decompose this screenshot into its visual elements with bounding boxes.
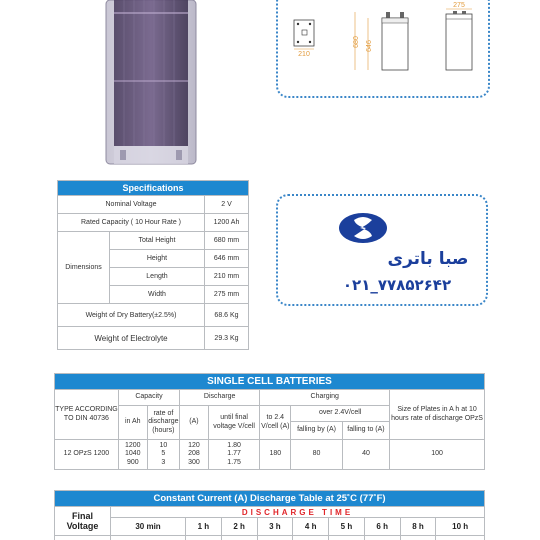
length-label: Length — [110, 268, 205, 286]
dry-weight-label: Weight of Dry Battery(±2.5%) — [58, 304, 205, 327]
falling-by-header: falling by (A) — [291, 422, 343, 440]
rate-value: 5 — [161, 450, 166, 458]
discharge-table — [54, 490, 485, 540]
dimension-drawing-box — [276, 0, 490, 98]
height-value: 646 mm — [205, 250, 249, 268]
brand-name-fa: صبا باتری — [387, 249, 469, 269]
over-2-4-header: over 2.4V/cell — [291, 406, 390, 422]
to-2-4-header: to 2.4 V/cell (A) — [260, 406, 291, 440]
rate-value: 10 — [159, 442, 168, 450]
case-height-label: 646 — [366, 40, 373, 52]
type-header: TYPE ACCORDING TO DIN 40736 — [55, 390, 119, 440]
final-voltage-values — [208, 440, 260, 470]
column-header: 4 h — [293, 518, 329, 536]
total-height-label: Total Height — [110, 232, 205, 250]
discharge-table-title: Constant Current (A) Discharge Table at 25˚C (77˚F) — [55, 491, 485, 507]
specifications-table — [57, 180, 249, 350]
capacity-value: 1200 — [125, 442, 141, 450]
phone-number: ۰۲۱_۷۷۸۵۲۶۴۲ — [342, 276, 452, 294]
discharge-a-values — [180, 440, 209, 470]
dimensions-label: Dimensions — [58, 232, 110, 304]
single-cell-title: SINGLE CELL BATTERIES — [55, 374, 485, 390]
column-header: 3 h — [257, 518, 293, 536]
column-header: 2 h — [221, 518, 257, 536]
battery-image — [104, 0, 198, 166]
discharge-a-value: 300 — [188, 458, 200, 466]
total-height-label: 680 — [353, 36, 360, 48]
discharge-a-value: 120 — [188, 442, 200, 450]
final-voltage-value: 1.75 — [227, 458, 241, 466]
discharge-header: Discharge — [180, 390, 260, 406]
width-label: Width — [110, 286, 205, 304]
nominal-voltage-value: 2 V — [205, 196, 249, 214]
capacity-value: 900 — [126, 458, 139, 466]
charging-header: Charging — [260, 390, 390, 406]
length-value: 210 mm — [205, 268, 249, 286]
brand-logo-box — [276, 194, 488, 306]
table-row — [55, 440, 485, 470]
capacity-value: 1040 — [125, 450, 141, 458]
width-value: 275 mm — [205, 286, 249, 304]
column-header: 1 h — [186, 518, 222, 536]
total-height-value: 680 mm — [205, 232, 249, 250]
discharge-a-value: 208 — [188, 450, 200, 458]
height-label: Height — [110, 250, 205, 268]
rate-header: rate of discharge (hours) — [147, 406, 179, 440]
front-view-drawing — [355, 12, 408, 70]
top-width-label: 210 — [298, 51, 310, 58]
rate-value: 3 — [161, 458, 166, 466]
final-voltage-value: 1.80 — [227, 442, 241, 450]
side-width-label: 275 — [453, 2, 465, 9]
nominal-voltage-label: Nominal Voltage — [58, 196, 205, 214]
capacity-value: 1200 Ah — [205, 214, 249, 232]
capacity-header: Capacity — [118, 390, 179, 406]
single-cell-table — [54, 373, 485, 470]
plates-header: Size of Plates in A h at 10 hours rate of discharge OPzS — [390, 390, 485, 440]
type-value: 12 OPzS 1200 — [55, 440, 119, 470]
discharge-time-header: DISCHARGE TIME — [111, 507, 485, 518]
falling-to-value: 40 — [342, 440, 389, 470]
capacity-label: Rated Capacity ( 10 Hour Rate ) — [58, 214, 205, 232]
rate-values — [147, 440, 179, 470]
final-voltage-header: Final Voltage — [55, 507, 111, 536]
in-ah-header: in Ah — [118, 406, 147, 440]
discharge-a-header: (A) — [180, 406, 209, 440]
capacity-values — [118, 440, 147, 470]
top-view-drawing — [294, 20, 314, 49]
plates-value: 100 — [390, 440, 485, 470]
column-header: 8 h — [400, 518, 436, 536]
dry-weight-value: 68.6 Kg — [205, 304, 249, 327]
table-row — [55, 536, 485, 540]
dimension-drawing — [278, 0, 492, 100]
falling-by-value: 80 — [291, 440, 343, 470]
electrolyte-label: Weight of Electrolyte — [58, 327, 205, 350]
column-header: 6 h — [364, 518, 400, 536]
final-voltage-header: until final voltage V/cell — [208, 406, 260, 440]
specifications-title: Specifications — [58, 181, 249, 196]
side-view-drawing — [446, 9, 472, 70]
final-voltage-value: 1.77 — [227, 450, 241, 458]
column-header: 5 h — [329, 518, 365, 536]
falling-to-header: falling to (A) — [342, 422, 389, 440]
electrolyte-value: 29.3 Kg — [205, 327, 249, 350]
to-2-4-value: 180 — [260, 440, 291, 470]
column-header: 30 min — [111, 518, 186, 536]
column-header: 10 h — [436, 518, 485, 536]
